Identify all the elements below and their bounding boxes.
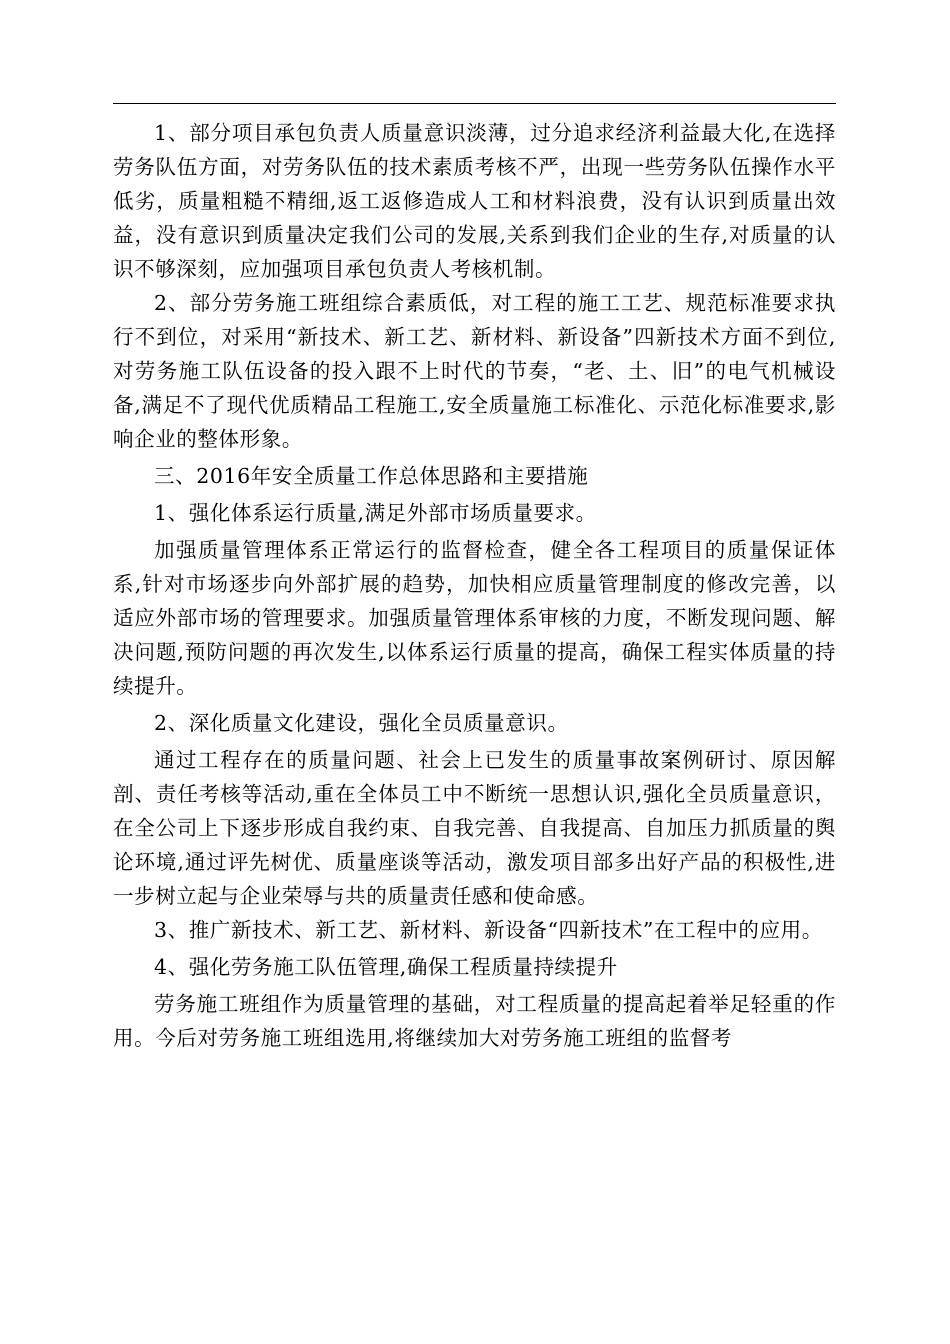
paragraph-issue-1: 1、部分项目承包负责人质量意识淡薄，过分追求经济利益最大化,在选择劳务队伍方面，对劳务队伍的技术素质考核不严，出现一些劳务队伍操作水平低劣，质量粗糙不精细,返工返修造成人工和材料浪费，没有认识到质量出效益，没有意识到质量决定我们公司的发展,关系到我们企业的生存,对质量的认识不够深刻，应加强项目承包负责人考核机制。 xyxy=(113,121,836,281)
subheading-4: 4、强化劳务施工队伍管理,确保工程质量持续提升 xyxy=(154,955,618,979)
paragraph-measure-4: 劳务施工班组作为质量管理的基础，对工程质量的提高起着举足轻重的作用。今后对劳务施工班组选用,将继续加大对劳务施工班组的监督考 xyxy=(113,992,836,1050)
subheading-1: 1、强化体系运行质量,满足外部市场质量要求。 xyxy=(154,501,597,525)
paragraph-measure-2: 通过工程存在的质量问题、社会上已发生的质量事故案例研讨、原因解剖、责任考核等活动,重在全体员工中不断统一思想认识,强化全员质量意识，在全公司上下逐步形成自我约束、自我完善、自我提高、自加压力抓质量的舆论环境,通过评先树优、质量座谈等活动，激发项目部多出好产品的积极性,进一步树立起与企业荣辱与共的质量责任感和使命感。 xyxy=(113,748,836,908)
paragraph-issue-2: 2、部分劳务施工班组综合素质低，对工程的施工工艺、规范标准要求执行不到位，对采用“新技术、新工艺、新材料、新设备”四新技术方面不到位,对劳务施工队伍设备的投入跟不上时代的节奏，“老、土、旧”的电气机械设备,满足不了现代优质精品工程施工,安全质量施工标准化、示范化标准要求,影响企业的整体形象。 xyxy=(113,291,836,451)
paragraph-measure-1: 加强质量管理体系正常运行的监督检查，健全各工程项目的质量保证体系,针对市场逐步向外部扩展的趋势，加快相应质量管理制度的修改完善，以适应外部市场的管理要求。加强质量管理体系审核的力度，不断发现问题、解决问题,预防问题的再次发生,以体系运行质量的提高，确保工程实体质量的持续提升。 xyxy=(113,538,836,698)
header-rule xyxy=(113,103,836,104)
document-body xyxy=(113,116,836,1055)
subheading-3: 3、推广新技术、新工艺、新材料、新设备“四新技术”在工程中的应用。 xyxy=(154,918,823,942)
section-heading-3: 三、2016年安全质量工作总体思路和主要措施 xyxy=(154,464,589,488)
subheading-2: 2、深化质量文化建设，强化全员质量意识。 xyxy=(154,711,569,735)
